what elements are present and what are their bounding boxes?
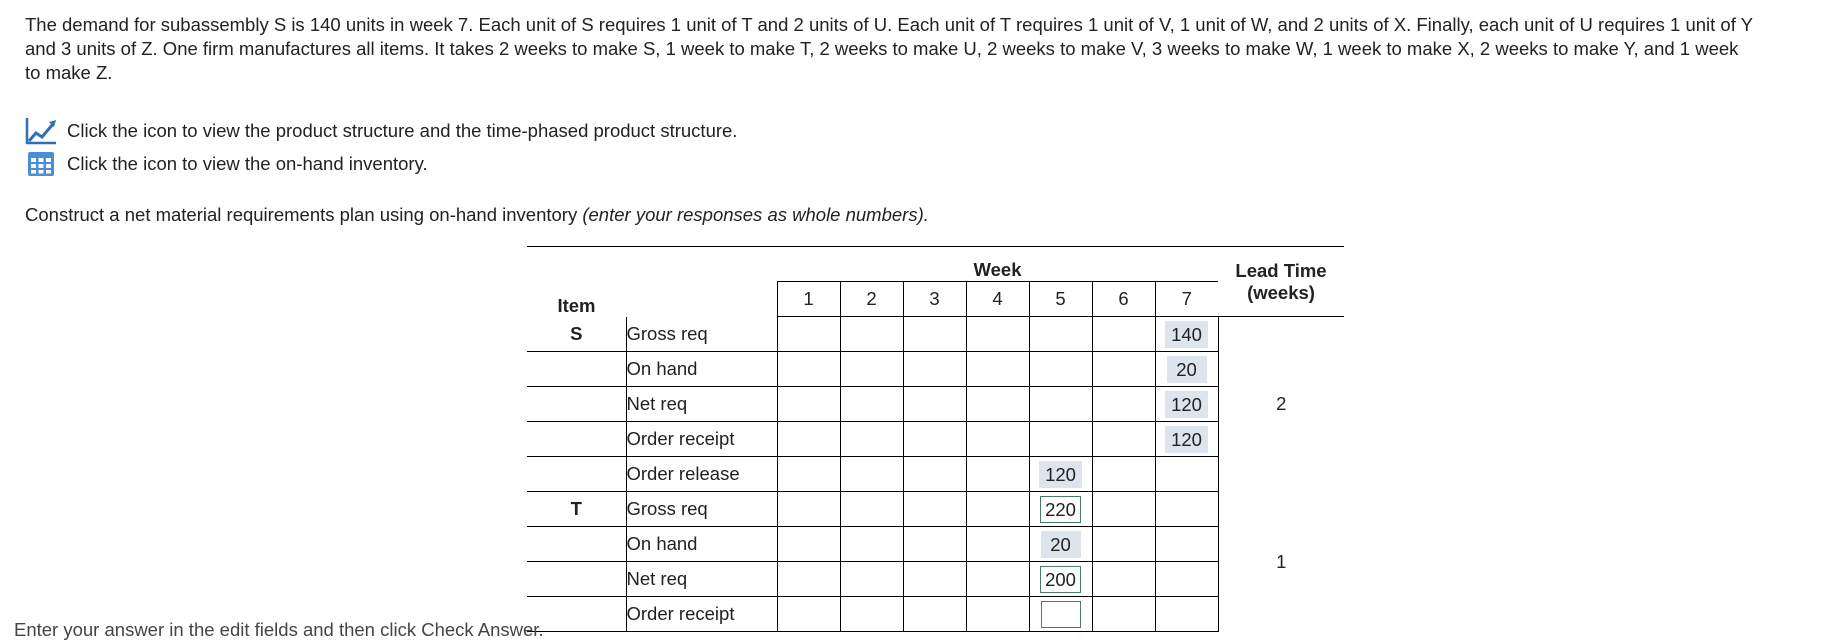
week-5-cell: [1029, 527, 1092, 562]
lead-time-header: Lead Time: [1218, 247, 1344, 282]
row-label: Order receipt: [626, 422, 777, 457]
structure-link-row: [25, 116, 737, 146]
week-1-header: 1: [777, 282, 840, 317]
week-3-cell: [903, 422, 966, 457]
instruction-text: Construct a net material requirements plan using on-hand inventory: [25, 204, 583, 225]
mrp-table: [527, 246, 1344, 632]
week-1-cell: [777, 422, 840, 457]
week-5-cell: [1029, 422, 1092, 457]
week-4-header: 4: [966, 282, 1029, 317]
week-2-cell: [840, 562, 903, 597]
item-blank: [527, 352, 626, 387]
week-4-cell: [966, 387, 1029, 422]
week-1-cell: [777, 492, 840, 527]
week-5-cell: [1029, 352, 1092, 387]
given-value: 140: [1165, 321, 1208, 348]
week-4-cell: [966, 317, 1029, 352]
week-7-cell: [1155, 562, 1218, 597]
given-value: 120: [1165, 391, 1208, 418]
week-2-cell: [840, 422, 903, 457]
week-7-cell: [1155, 387, 1218, 422]
week-3-cell: [903, 597, 966, 632]
week-6-cell: [1092, 317, 1155, 352]
week-5-header: 5: [1029, 282, 1092, 317]
week-1-cell: [777, 317, 840, 352]
week-7-cell: [1155, 492, 1218, 527]
week-6-cell: [1092, 387, 1155, 422]
row-label: Net req: [626, 387, 777, 422]
given-value: 20: [1167, 356, 1207, 383]
week-7-cell: [1155, 317, 1218, 352]
item-name: S: [527, 317, 626, 352]
week-2-cell: [840, 527, 903, 562]
instruction: [25, 204, 929, 226]
week-6-cell: [1092, 422, 1155, 457]
answer-input[interactable]: [1041, 601, 1081, 628]
week-7-cell: [1155, 597, 1218, 632]
item-name: T: [527, 492, 626, 527]
answer-input[interactable]: 200: [1040, 566, 1081, 593]
lead-time-value: 1: [1276, 550, 1287, 572]
week-4-cell: [966, 492, 1029, 527]
item-blank: [527, 422, 626, 457]
mrp-row: [527, 317, 1344, 352]
item-blank: [527, 387, 626, 422]
week-3-cell: [903, 492, 966, 527]
week-7-cell: [1155, 422, 1218, 457]
week-4-cell: [966, 597, 1029, 632]
week-7-cell: [1155, 457, 1218, 492]
week-2-cell: [840, 457, 903, 492]
week-5-cell: [1029, 492, 1092, 527]
structure-link-text: Click the icon to view the product structure and the time-phased product structure.: [67, 120, 738, 141]
item-header: Item: [527, 247, 626, 317]
given-value: 120: [1165, 426, 1208, 453]
problem-statement: [25, 13, 1835, 85]
week-2-cell: [840, 317, 903, 352]
week-1-cell: [777, 562, 840, 597]
week-3-cell: [903, 387, 966, 422]
week-6-cell: [1092, 492, 1155, 527]
week-2-cell: [840, 352, 903, 387]
week-4-cell: [966, 562, 1029, 597]
item-blank: [527, 457, 626, 492]
week-3-cell: [903, 457, 966, 492]
lead-time-value: 2: [1276, 393, 1287, 415]
week-header: Week: [777, 247, 1218, 282]
row-label: On hand: [626, 527, 777, 562]
week-2-header: 2: [840, 282, 903, 317]
week-2-cell: [840, 387, 903, 422]
row-label: Order receipt: [626, 597, 777, 632]
week-4-cell: [966, 352, 1029, 387]
week-5-cell: [1029, 597, 1092, 632]
week-1-cell: [777, 352, 840, 387]
inventory-link-text: Click the icon to view the on-hand inventory.: [67, 153, 428, 174]
chart-icon[interactable]: [25, 116, 57, 146]
problem-line-2: and 3 units of Z. One firm manufactures all items. It takes 2 weeks to make S, 1 week to make T, 2 weeks to make U, 2 weeks to make V, 3 weeks to make W, 1 week to make X, 2 weeks to make Y, and 1 week: [25, 38, 1739, 59]
week-5-cell: [1029, 387, 1092, 422]
week-6-cell: [1092, 597, 1155, 632]
row-label: Gross req: [626, 317, 777, 352]
week-6-cell: [1092, 562, 1155, 597]
week-3-header: 3: [903, 282, 966, 317]
week-2-cell: [840, 597, 903, 632]
week-5-cell: [1029, 457, 1092, 492]
item-blank: [527, 562, 626, 597]
week-1-cell: [777, 597, 840, 632]
row-label: On hand: [626, 352, 777, 387]
week-7-cell: [1155, 352, 1218, 387]
week-5-cell: [1029, 317, 1092, 352]
week-5-cell: [1029, 562, 1092, 597]
given-value: 20: [1041, 531, 1081, 558]
week-3-cell: [903, 317, 966, 352]
row-label: Order release: [626, 457, 777, 492]
week-3-cell: [903, 562, 966, 597]
week-1-cell: [777, 457, 840, 492]
table-icon[interactable]: [25, 149, 57, 179]
week-4-cell: [966, 527, 1029, 562]
week-6-header: 6: [1092, 282, 1155, 317]
lead-time-header-units: (weeks): [1218, 282, 1344, 317]
row-label: Gross req: [626, 492, 777, 527]
item-blank: [527, 527, 626, 562]
week-3-cell: [903, 352, 966, 387]
week-6-cell: [1092, 527, 1155, 562]
footer-instruction: Enter your answer in the edit fields and then click Check Answer.: [14, 619, 544, 640]
problem-line-3: to make Z.: [25, 62, 113, 83]
week-1-cell: [777, 527, 840, 562]
week-4-cell: [966, 457, 1029, 492]
row-label: Net req: [626, 562, 777, 597]
week-7-cell: [1155, 527, 1218, 562]
mrp-table-container: [527, 246, 1344, 624]
week-4-cell: [966, 422, 1029, 457]
week-3-cell: [903, 527, 966, 562]
week-1-cell: [777, 387, 840, 422]
week-2-cell: [840, 492, 903, 527]
problem-line-1: The demand for subassembly S is 140 units in week 7. Each unit of S requires 1 unit of T and 2 units of U. Each unit of T requires 1 unit of V, 1 unit of W, and 2 units of X. Finally, each unit of U requires 1 unit of Y: [25, 14, 1753, 35]
week-6-cell: [1092, 457, 1155, 492]
week-7-header: 7: [1155, 282, 1218, 317]
given-value: 120: [1039, 461, 1082, 488]
instruction-emphasis: (enter your responses as whole numbers).: [582, 204, 929, 225]
mrp-row: [527, 492, 1344, 527]
week-6-cell: [1092, 352, 1155, 387]
answer-input[interactable]: 220: [1040, 496, 1081, 523]
inventory-link-row: [25, 149, 428, 179]
label-header: [626, 247, 777, 317]
